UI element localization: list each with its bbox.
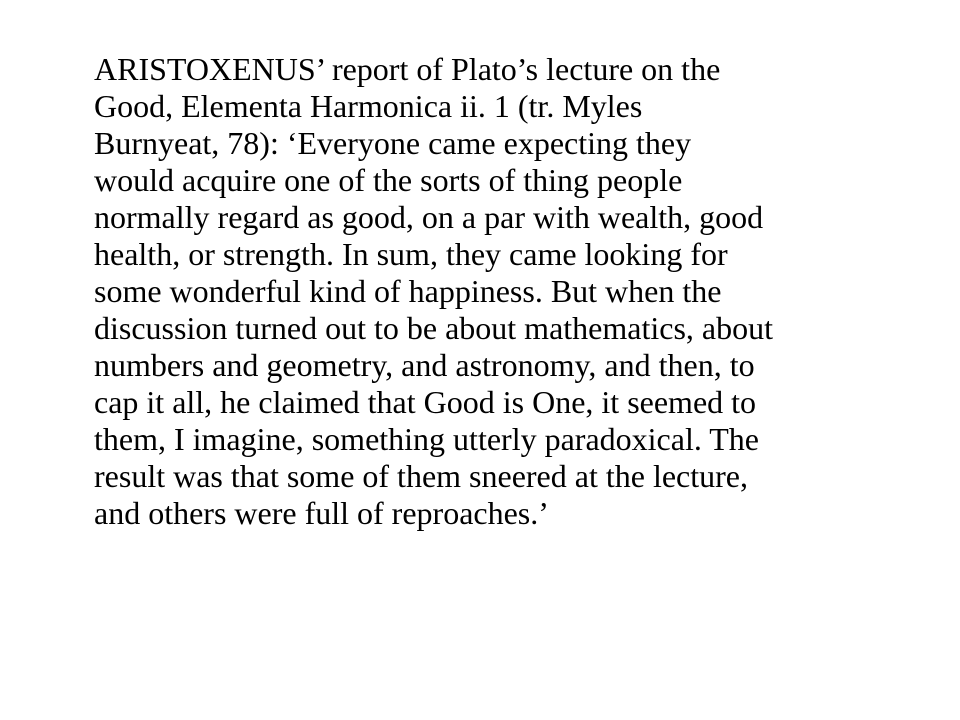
quotation-passage [94, 51, 904, 532]
passage-line-6: health, or strength. In sum, they came looking for [94, 236, 728, 272]
passage-line-1: ARISTOXENUS’ report of Plato’s lecture on the [94, 51, 721, 87]
passage-line-8: discussion turned out to be about mathematics, about [94, 310, 773, 346]
passage-line-11: them, I imagine, something utterly paradoxical. The [94, 421, 759, 457]
passage-line-9: numbers and geometry, and astronomy, and then, to [94, 347, 755, 383]
passage-line-2: Good, Elementa Harmonica ii. 1 (tr. Myles [94, 88, 643, 124]
passage-line-12: result was that some of them sneered at the lecture, [94, 458, 748, 494]
passage-line-10: cap it all, he claimed that Good is One, it seemed to [94, 384, 757, 420]
passage-line-5: normally regard as good, on a par with wealth, good [94, 199, 764, 235]
passage-line-4: would acquire one of the sorts of thing people [94, 162, 683, 198]
passage-line-3: Burnyeat, 78): ‘Everyone came expecting they [94, 125, 692, 161]
passage-line-13: and others were full of reproaches.’ [94, 495, 549, 531]
passage-line-7: some wonderful kind of happiness. But when the [94, 273, 722, 309]
